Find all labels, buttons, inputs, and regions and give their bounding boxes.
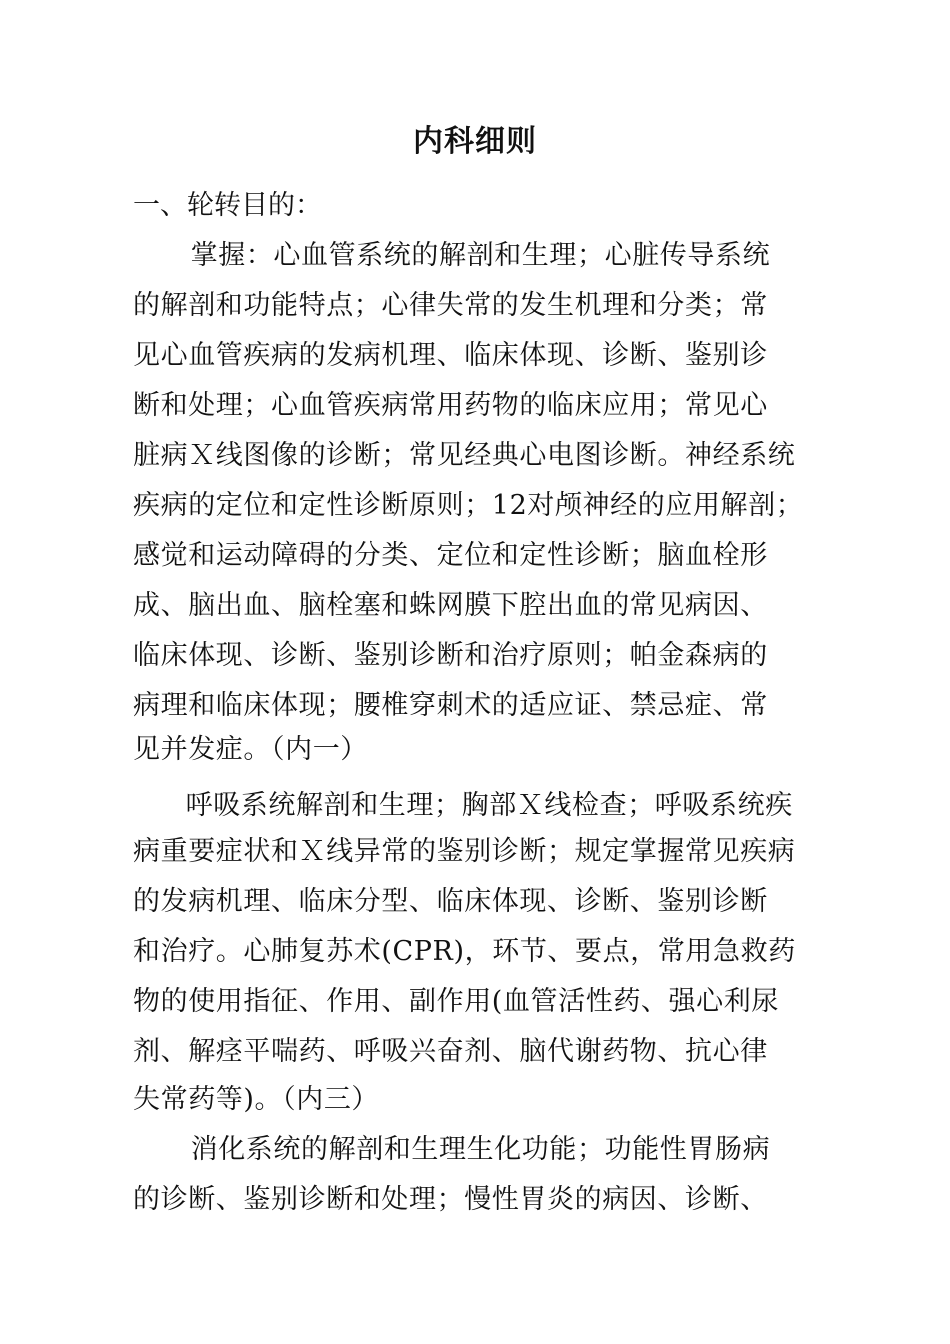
paragraph-line: 的解剖和功能特点；心律失常的发生机理和分类；常 (133, 290, 768, 321)
paragraph-line: 失常药等)。（内三） (133, 1084, 380, 1115)
paragraph-line: 感觉和运动障碍的分类、定位和定性诊断；脑血栓形 (133, 540, 768, 571)
paragraph-line: 见心血管疾病的发病机理、临床体现、诊断、鉴别诊 (133, 340, 768, 371)
paragraph-line: 脏病Ｘ线图像的诊断；常见经典心电图诊断。神经系统 (133, 440, 796, 471)
paragraph-line: 和治疗。心肺复苏术(CPR)，环节、要点，常用急救药 (133, 936, 796, 967)
paragraph-line: 的诊断、鉴别诊断和处理；慢性胃炎的病因、诊断、 (133, 1184, 768, 1215)
paragraph-line: 见并发症。（内一） (133, 734, 368, 765)
paragraph-line: 断和处理；心血管疾病常用药物的临床应用；常见心 (133, 390, 768, 421)
paragraph-line: 剂、解痉平喘药、呼吸兴奋剂、脑代谢药物、抗心律 (133, 1036, 768, 1067)
paragraph-line: 的发病机理、临床分型、临床体现、诊断、鉴别诊断 (133, 886, 768, 917)
paragraph-line: 物的使用指征、作用、副作用(血管活性药、强心利尿 (133, 986, 779, 1017)
paragraph-line: 疾病的定位和定性诊断原则；12对颅神经的应用解剖； (133, 490, 804, 521)
document-title: 内科细则 (413, 124, 537, 159)
paragraph-line: 临床体现、诊断、鉴别诊断和治疗原则；帕金森病的 (133, 640, 768, 671)
paragraph-line: 成、脑出血、脑栓塞和蛛网膜下腔出血的常见病因、 (133, 590, 768, 621)
section-heading: 一、轮转目的： (133, 190, 322, 221)
paragraph-line: 病重要症状和Ｘ线异常的鉴别诊断；规定掌握常见疾病 (133, 836, 796, 867)
paragraph-line: 掌握：心血管系统的解剖和生理；心脏传导系统 (163, 240, 771, 271)
paragraph-line: 呼吸系统解剖和生理；胸部Ｘ线检查；呼吸系统疾 (158, 790, 793, 821)
paragraph-line: 病理和临床体现；腰椎穿刺术的适应证、禁忌症、常 (133, 690, 768, 721)
paragraph-line: 消化系统的解剖和生理生化功能；功能性胃肠病 (163, 1134, 771, 1165)
